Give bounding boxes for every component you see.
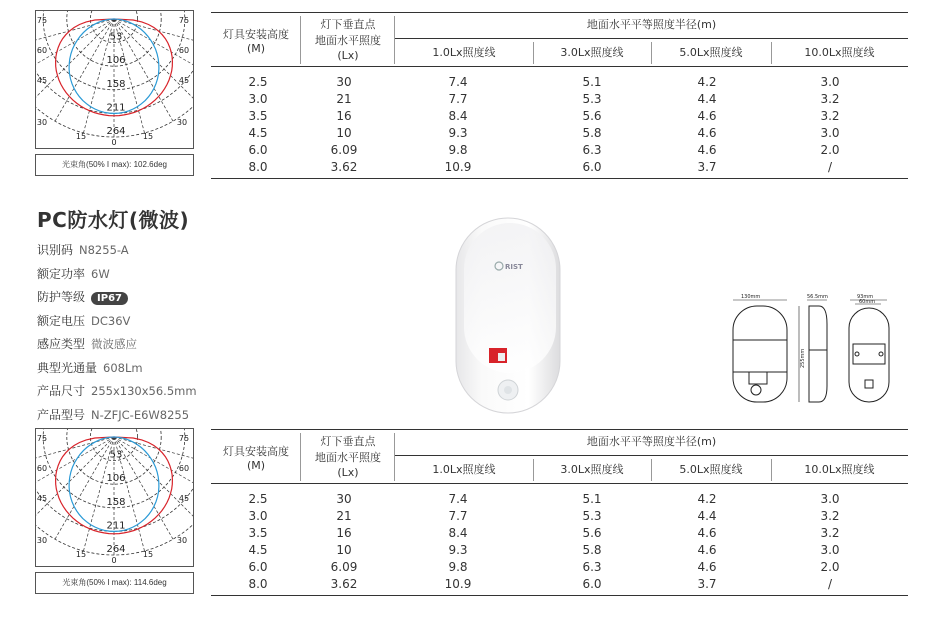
polar-chart-svg: [36, 429, 193, 566]
angle-label: 0: [111, 138, 117, 147]
polar-spoke: [36, 19, 114, 78]
table-cell: 2.0: [820, 143, 840, 157]
table-cell: 3.7: [697, 160, 717, 174]
angle-label: 45: [178, 76, 190, 85]
polar-diagram-2: [35, 428, 194, 567]
illuminance-table-2: [211, 429, 908, 599]
dim-width: 130mm: [741, 294, 761, 300]
spec-value: 255x130x56.5mm: [91, 384, 197, 398]
table-cell: 4.4: [697, 92, 717, 106]
spec-row: [37, 359, 143, 376]
angle-label: 15: [142, 132, 154, 141]
table-cell: 5.8: [582, 126, 602, 140]
spec-value: 608Lm: [103, 360, 143, 375]
table-cell: 2.0: [820, 560, 840, 574]
spec-key: 感应类型: [37, 337, 86, 351]
table-cell: 5.8: [582, 543, 602, 557]
table-cell: 3.0: [820, 492, 840, 506]
table-cell: 6.3: [582, 143, 602, 157]
table-cell: 4.6: [697, 543, 717, 557]
table-cell: 4.5: [248, 543, 268, 557]
angle-label: 15: [142, 550, 154, 559]
table-cell: 4.2: [697, 492, 717, 506]
table-cell: 5.3: [582, 92, 602, 106]
spec-value: DC36V: [91, 313, 131, 328]
table-top-rule: [211, 12, 908, 13]
table-header-rule: [211, 66, 908, 67]
polar-diagram-1: [35, 10, 194, 149]
spec-key: 防护等级: [37, 290, 86, 304]
header-col: 10.0Lx照度线: [804, 46, 875, 59]
beam-angle-caption-2: 光束角(50% I max): 114.6deg: [35, 572, 194, 594]
table-cell: 10: [336, 126, 352, 140]
polar-ring: [36, 429, 193, 555]
ip-rating-badge: IP67: [91, 292, 128, 305]
table-cell: 2.5: [248, 492, 268, 506]
table-cell: 9.3: [448, 543, 468, 557]
spec-key: 额定电压: [37, 313, 86, 328]
table-cell: 5.6: [582, 109, 602, 123]
table-cell: 6.3: [582, 560, 602, 574]
angle-label: 15: [75, 550, 87, 559]
spec-value: 6W: [91, 266, 110, 281]
header-col: 1.0Lx照度线: [432, 46, 496, 59]
table-cell: 4.2: [697, 75, 717, 89]
polar-spoke: [36, 437, 114, 496]
header-col: 5.0Lx照度线: [679, 463, 743, 476]
dim-height: 255mm: [800, 348, 806, 368]
ring-label: 211: [106, 102, 126, 114]
spec-key: 典型光通量: [37, 360, 98, 375]
header-height-unit: (M): [246, 42, 266, 55]
table-cell: 3.5: [248, 526, 268, 540]
angle-label: 75: [36, 434, 48, 443]
angle-label: 60: [36, 464, 48, 473]
spec-row: [37, 241, 129, 258]
spec-row: [37, 382, 197, 399]
ring-label: 211: [106, 520, 126, 532]
table-cell: 8.4: [448, 526, 468, 540]
angle-label: 30: [176, 118, 188, 127]
angle-label: 75: [178, 16, 190, 25]
spec-row: [37, 406, 189, 423]
table-bottom-rule: [211, 595, 908, 596]
header-center: 灯下垂直点: [320, 18, 376, 31]
angle-label: 30: [36, 536, 48, 545]
header-col: 5.0Lx照度线: [679, 46, 743, 59]
table-cell: 3.0: [248, 92, 268, 106]
spec-row: [37, 312, 130, 329]
spec-key: 产品尺寸: [37, 384, 86, 398]
table-cell: 3.2: [820, 92, 840, 106]
table-cell: 9.8: [448, 560, 468, 574]
spec-key: 产品型号: [37, 407, 86, 422]
table-cell: 3.0: [820, 126, 840, 140]
polar-ring: [36, 11, 193, 137]
table-cell: 9.8: [448, 143, 468, 157]
spec-row: [37, 265, 110, 282]
angle-label: 60: [178, 464, 190, 473]
ring-label: 264: [106, 126, 126, 137]
table-cell: 3.62: [330, 160, 358, 174]
table-cell: 8.0: [248, 160, 268, 174]
header-col: 10.0Lx照度线: [804, 463, 875, 476]
table-cell: 10.9: [444, 577, 472, 591]
spec-row: [37, 288, 128, 305]
ring-label: 53: [109, 449, 123, 461]
header-center-unit: (Lx): [337, 49, 359, 62]
table-cell: 30: [336, 492, 352, 506]
table-cell: 4.6: [697, 526, 717, 540]
table-cell: 3.2: [820, 526, 840, 540]
table-cell: 3.0: [820, 75, 840, 89]
table-cell: 3.2: [820, 109, 840, 123]
ring-label: 158: [106, 78, 126, 90]
table-cell: 3.5: [248, 109, 268, 123]
table-cell: 3.0: [820, 543, 840, 557]
table-cell: 8.4: [448, 109, 468, 123]
table-cell: 4.5: [248, 126, 268, 140]
table-bottom-rule: [211, 178, 908, 179]
table-cell: 4.6: [697, 109, 717, 123]
group-header-rule: [395, 38, 908, 39]
table-cell: 6.0: [582, 160, 602, 174]
illuminance-table-1: [211, 12, 908, 182]
header-height-unit: (M): [246, 459, 266, 472]
table-cell: 6.0: [248, 143, 268, 157]
table-cell: 5.6: [582, 526, 602, 540]
spec-value: N-ZFJC-E6W8255: [91, 407, 190, 422]
table-cell: 6.0: [248, 560, 268, 574]
table-cell: 7.7: [448, 509, 468, 523]
spec-key: 额定功率: [37, 266, 86, 281]
table-cell: 4.4: [697, 509, 717, 523]
header-col: 3.0Lx照度线: [560, 46, 624, 59]
table-cell: 5.3: [582, 509, 602, 523]
table-top-rule: [211, 429, 908, 430]
table-cell: 21: [336, 509, 352, 523]
header-center: 灯下垂直点: [320, 435, 376, 448]
angle-label: 60: [36, 46, 48, 55]
table-cell: 4.6: [697, 143, 717, 157]
ring-label: 53: [109, 31, 123, 43]
table-cell: 3.2: [820, 509, 840, 523]
header-center-unit: (Lx): [337, 466, 359, 479]
header-radius-group: 地面水平平等照度半径(m): [586, 435, 717, 448]
spec-key: 识别码: [37, 243, 74, 257]
table-cell: /: [827, 160, 833, 174]
angle-label: 60: [178, 46, 190, 55]
spec-value: N8255-A: [79, 243, 129, 257]
table-cell: 9.3: [448, 126, 468, 140]
header-col: 1.0Lx照度线: [432, 463, 496, 476]
polar-chart-svg: [36, 11, 193, 148]
polar-spoke: [55, 19, 114, 121]
spec-value: 微波感应: [91, 337, 138, 351]
spec-row: [37, 335, 137, 352]
ring-label: 106: [106, 473, 126, 485]
product-photo: [444, 213, 574, 418]
table-header-rule: [211, 483, 908, 484]
product-title: PC防水灯(微波): [37, 208, 190, 232]
angle-label: 30: [36, 118, 48, 127]
ring-label: 264: [106, 544, 126, 555]
table-cell: 7.4: [448, 75, 468, 89]
table-cell: /: [827, 577, 833, 591]
table-cell: 6.09: [330, 143, 358, 157]
polar-spoke: [55, 437, 114, 539]
table-cell: 3.7: [697, 577, 717, 591]
table-cell: 5.1: [582, 75, 602, 89]
header-center-2: 地面水平照度: [315, 451, 381, 464]
table-cell: 2.5: [248, 75, 268, 89]
header-radius-group: 地面水平平等照度半径(m): [586, 18, 717, 31]
ring-label: 106: [106, 55, 126, 67]
table-cell: 4.6: [697, 126, 717, 140]
table-cell: 3.62: [330, 577, 358, 591]
table-cell: 6.0: [582, 577, 602, 591]
dim-bracket-width: 60mm: [859, 299, 876, 305]
table-cell: 8.0: [248, 577, 268, 591]
table-cell: 21: [336, 92, 352, 106]
table-cell: 7.4: [448, 492, 468, 506]
angle-label: 45: [178, 494, 190, 503]
table-cell: 4.6: [697, 560, 717, 574]
header-height: 灯具安装高度: [223, 28, 289, 41]
dim-back-width: 93mm: [857, 294, 874, 300]
group-header-rule: [395, 455, 908, 456]
angle-label: 15: [75, 132, 87, 141]
angle-label: 75: [178, 434, 190, 443]
table-cell: 6.09: [330, 560, 358, 574]
angle-label: 45: [36, 76, 48, 85]
table-cell: 10.9: [444, 160, 472, 174]
brand-name: RIST: [505, 263, 523, 271]
table-cell: 3.0: [248, 509, 268, 523]
header-col: 3.0Lx照度线: [560, 463, 624, 476]
table-cell: 16: [336, 109, 352, 123]
table-cell: 30: [336, 75, 352, 89]
header-center-2: 地面水平照度: [315, 34, 381, 47]
header-height: 灯具安装高度: [223, 445, 289, 458]
angle-label: 45: [36, 494, 48, 503]
angle-label: 0: [111, 556, 117, 565]
angle-label: 30: [176, 536, 188, 545]
table-cell: 16: [336, 526, 352, 540]
ring-label: 158: [106, 496, 126, 508]
table-cell: 7.7: [448, 92, 468, 106]
angle-label: 75: [36, 16, 48, 25]
table-cell: 10: [336, 543, 352, 557]
beam-angle-caption-1: 光束角(50% I max): 102.6deg: [35, 154, 194, 176]
dim-depth: 56.5mm: [807, 294, 828, 300]
table-cell: 5.1: [582, 492, 602, 506]
dimension-drawing: [725, 294, 905, 406]
